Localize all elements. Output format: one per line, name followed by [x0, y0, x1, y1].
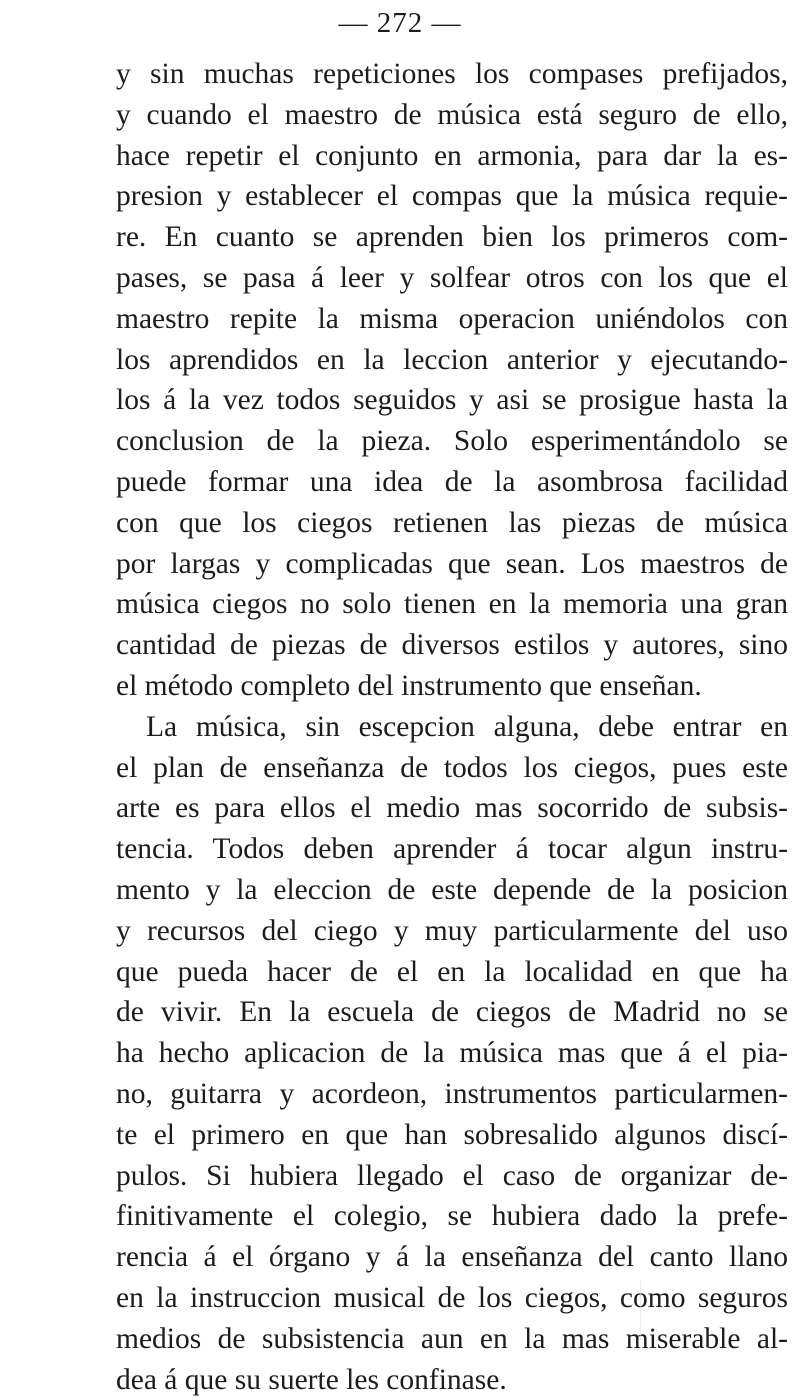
- text-line-11: puede formar una idea de la asombrosa facilidad: [116, 462, 788, 503]
- text-line-4: presion y establecer el compas que la música requie-: [116, 176, 788, 217]
- page-crease-mark: [640, 1280, 681, 1340]
- text-line-15: cantidad de piezas de diversos estilos y autores, sino: [116, 625, 788, 666]
- text-line-12: con que los ciegos retienen las piezas de música: [116, 503, 788, 544]
- text-line-25: ha hecho aplicacion de la música mas que á el pia-: [116, 1033, 788, 1074]
- text-line-24: de vivir. En la escuela de ciegos de Madrid no se: [116, 992, 788, 1033]
- text-line-27: te el primero en que han sobresalido algunos discí-: [116, 1115, 788, 1156]
- text-line-7: maestro repite la misma operacion uniéndolos con: [116, 299, 788, 340]
- text-line-16: el método completo del instrumento que enseñan.: [116, 666, 788, 707]
- text-line-23: que pueda hacer de el en la localidad en que ha: [116, 952, 788, 993]
- text-line-17: La música, sin escepcion alguna, debe entrar en: [116, 707, 788, 748]
- text-line-14: música ciegos no solo tienen en la memoria una gran: [116, 584, 788, 625]
- text-line-22: y recursos del ciego y muy particularmente del uso: [116, 911, 788, 952]
- text-line-6: pases, se pasa á leer y solfear otros con los que el: [116, 258, 788, 299]
- body-text: [116, 54, 788, 1400]
- text-line-9: los á la vez todos seguidos y asi se prosigue hasta la: [116, 380, 788, 421]
- text-line-10: conclusion de la pieza. Solo esperimentándolo se: [116, 421, 788, 462]
- text-line-26: no, guitarra y acordeon, instrumentos particularmen-: [116, 1074, 788, 1115]
- text-line-1: y sin muchas repeticiones los compases prefijados,: [116, 54, 788, 95]
- text-line-29: finitivamente el colegio, se hubiera dado la prefe-: [116, 1196, 788, 1237]
- text-line-28: pulos. Si hubiera llegado el caso de organizar de-: [116, 1156, 788, 1197]
- text-line-21: mento y la eleccion de este depende de la posicion: [116, 870, 788, 911]
- text-line-13: por largas y complicadas que sean. Los maestros de: [116, 544, 788, 585]
- text-line-18: el plan de enseñanza de todos los ciegos, pues este: [116, 748, 788, 789]
- text-line-20: tencia. Todos deben aprender á tocar algun instru-: [116, 829, 788, 870]
- text-line-30: rencia á el órgano y á la enseñanza del canto llano: [116, 1237, 788, 1278]
- text-line-8: los aprendidos en la leccion anterior y ejecutando-: [116, 340, 788, 381]
- page-number: — 272 —: [0, 6, 800, 40]
- text-line-19: arte es para ellos el medio mas socorrido de subsis-: [116, 788, 788, 829]
- text-line-2: y cuando el maestro de música está seguro de ello,: [116, 95, 788, 136]
- text-line-33: dea á que su suerte les confinase.: [116, 1360, 788, 1400]
- text-line-31: en la instruccion musical de los ciegos, como seguros: [116, 1278, 788, 1319]
- text-line-5: re. En cuanto se aprenden bien los primeros com-: [116, 217, 788, 258]
- text-line-3: hace repetir el conjunto en armonia, para dar la es-: [116, 136, 788, 177]
- text-line-32: medios de subsistencia aun en la mas miserable al-: [116, 1319, 788, 1360]
